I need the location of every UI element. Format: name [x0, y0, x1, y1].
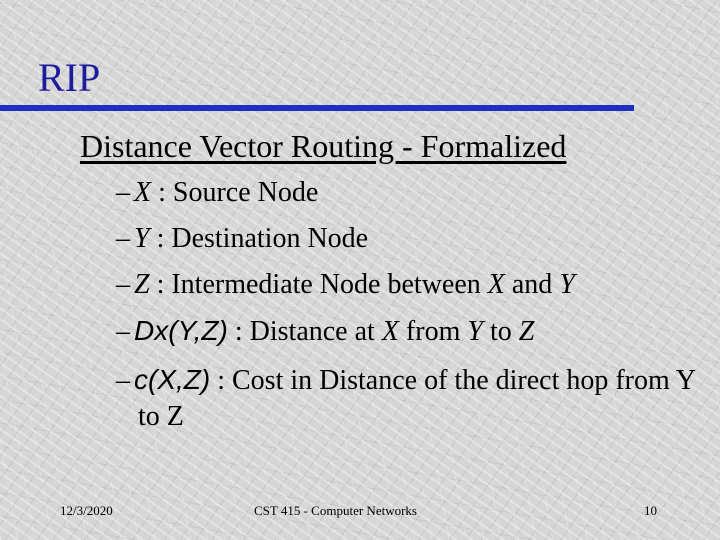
- bullet-text: : Distance at: [227, 316, 382, 347]
- footer-date: 12/3/2020: [60, 503, 113, 518]
- bullet-item-cost: [116, 362, 710, 435]
- bullet-term: Z: [134, 269, 150, 300]
- bullet-term: Dx(Y,Z): [134, 315, 228, 346]
- bullet-term: c(X,Z): [134, 364, 211, 395]
- bullet-dash: –: [116, 269, 130, 300]
- bullet-dash: –: [116, 365, 130, 396]
- bullet-item-intermediate: [116, 269, 710, 301]
- footer-course: CST 415 - Computer Networks: [254, 503, 417, 518]
- bullet-item-source: [116, 177, 710, 209]
- bullet-var: Y: [559, 269, 575, 300]
- bullet-text: : Source Node: [151, 177, 319, 208]
- bullet-var: Y: [467, 316, 483, 347]
- bullet-text: from: [398, 316, 468, 347]
- bullet-var: Z: [518, 316, 535, 347]
- bullet-item-destination: [116, 223, 710, 255]
- bullet-text: : Intermediate Node between: [149, 269, 488, 300]
- title-divider: [0, 105, 634, 111]
- slide-title: RIP: [38, 55, 101, 100]
- bullet-term: Y: [134, 223, 150, 254]
- bullet-dash: –: [116, 177, 130, 208]
- bullet-var: X: [487, 269, 505, 300]
- bullet-term: X: [134, 177, 152, 208]
- bullet-dash: –: [116, 223, 130, 254]
- bullet-text: : Destination Node: [149, 223, 369, 254]
- bullet-text: and: [504, 269, 560, 300]
- bullet-text: to: [482, 316, 519, 347]
- bullet-var: X: [381, 316, 399, 347]
- bullet-text: : Cost in Distance of the direct hop from Y to Z: [138, 365, 695, 432]
- bullet-item-distance: [116, 315, 710, 348]
- slide-subtitle: Distance Vector Routing - Formalized: [80, 128, 567, 164]
- bullet-list: [116, 177, 710, 449]
- footer-page-number: 10: [644, 503, 657, 518]
- bullet-dash: –: [116, 316, 130, 347]
